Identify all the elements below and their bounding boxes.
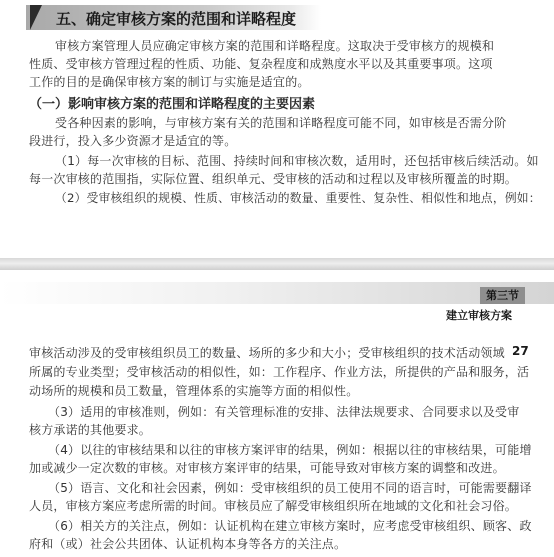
item3-line-1: （3）适用的审核准则，例如：有关管理标准的安排、法律法规要求、合同要求以及受审 [48,405,520,419]
page-number: 27 [512,344,529,358]
chapter-badge: 第三节 [480,287,525,304]
chapter-title: 建立审核方案 [446,309,512,322]
continuation-line-1: 审核活动涉及的受审核组织员工的数量、场所的多少和大小；受审核组织的技术活动领域 [29,346,505,360]
item6-line-2: 府和（或）社会公共团体、认证机构本身等各方的关注点。 [29,537,347,551]
intro-line-2: 性质、受审核方管理过程的性质、功能、复杂程度和成熟度水平以及其重要事项。这项 [29,57,493,71]
continuation-line-3: 动场所的规模和员工数量，管理体系的实施等方面的相似性。 [29,384,359,398]
item1-line-2: 每一次审核的范围指，实际位置、组织单元、受审核的活动和过程以及审核所覆盖的时期。 [29,172,518,186]
section-marker-icon [30,5,42,30]
continuation-line-2: 所属的专业类型；受审核活动的相似性，如：工作程序、作业方法，所提供的产品和服务，活 [29,365,530,379]
section-title: 五、确定审核方案的范围和详略程度 [56,10,297,28]
item6-line-1: （6）相关方的关注点，例如：认证机构在建立审核方案时，应考虑受审核组织、顾客、政 [48,519,532,533]
item4-line-2: 加或减少一定次数的审核。对审核方案评审的结果，可能导致对审核方案的调整和改进。 [29,461,505,475]
factors-line-2: 段进行，投入多少资源才是适宜的等。 [29,134,237,148]
item2-line: （2）受审核组织的规模、性质、审核活动的数量、重要性、复杂性、相似性和地点，例如： [55,191,541,205]
item5-line-2: 人员，审核方案应考虑所需的时间。审核员应了解受审核组织所在地域的文化和社会习俗。 [29,499,518,513]
section-header-bar [26,5,321,30]
factors-line-1: 受各种因素的影响，与审核方案有关的范围和详略程度可能不同，如审核是否需分阶 [55,116,507,130]
intro-line-3: 工作的目的是确保审核方案的制订与实施是适宜的。 [29,75,310,89]
intro-line-1: 审核方案管理人员应确定审核方案的范围和详略程度。这取决于受审核方的规模和 [55,39,495,53]
subheading: （一）影响审核方案的范围和详略程度的主要因素 [29,97,316,112]
item4-line-1: （4）以往的审核结果和以往的审核方案评审的结果，例如：根据以往的审核结果，可能增 [48,443,532,457]
item1-line-1: （1）每一次审核的目标、范围、持续时间和审核次数，适用时，还包括审核后续活动。如 [55,154,539,168]
item5-line-1: （5）语言、文化和社会因素，例如：受审核组织的员工使用不同的语言时，可能需要翻译 [48,481,532,495]
chapter-band [0,282,554,304]
page-divider [0,258,554,270]
item3-line-2: 核方承诺的其他要求。 [29,423,152,437]
